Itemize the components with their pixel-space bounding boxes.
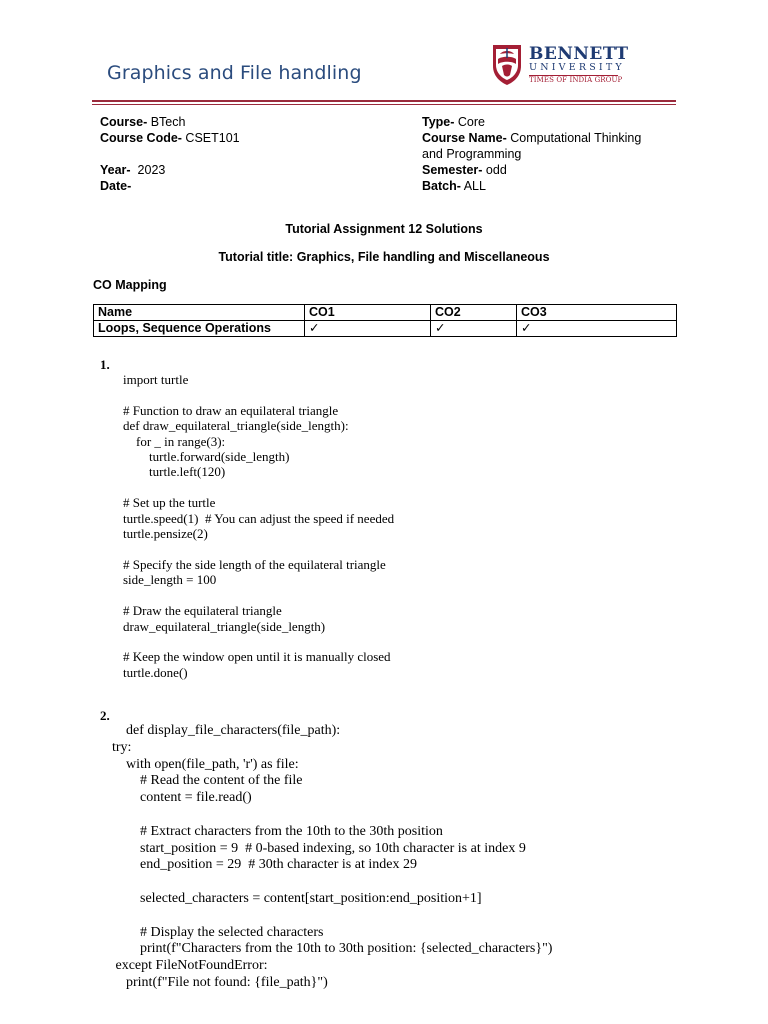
meta-year-label: Year- bbox=[100, 163, 131, 177]
meta-course-code-value: CSET101 bbox=[181, 131, 240, 145]
meta-course-code-label: Course Code- bbox=[100, 131, 182, 145]
meta-course-label: Course- bbox=[100, 115, 148, 129]
header-rule-thick bbox=[92, 100, 676, 102]
logo-university-text: UNIVERSITY bbox=[529, 62, 625, 73]
question-2-code: def display_file_characters(file_path): try: with open(file_path, 'r') as file: # Read the content of the file content = file.read() # Extract characters from the 10th to the 30th position start_position = 9 # 0-based indexing, so 10th character is at index 9 end_position = 29 # 30th character is at index 29 selected_characters = content[start_position:end_position+1] # Display the selected characters print(f"Characters from the 10th to 30th position: {selected_characters}") except FileNotFoundError: print(f"File not found: {file_path}") bbox=[112, 723, 553, 990]
meta-type bbox=[422, 114, 485, 130]
co-header-co1: CO1 bbox=[305, 305, 431, 321]
meta-course bbox=[100, 114, 185, 130]
meta-semester bbox=[422, 162, 507, 178]
university-logo bbox=[488, 42, 629, 90]
co-table-header-row bbox=[94, 305, 677, 321]
co-header-name: Name bbox=[94, 305, 305, 321]
co-header-co2: CO2 bbox=[431, 305, 517, 321]
question-1-code: import turtle # Function to draw an equilateral triangle def draw_equilateral_triangle(side_length): for _ in range(3): turtle.forward(side_length) turtle.left(120) # Set up the turtle turtle.speed(1) # You can adjust the speed if needed turtle.pensize(2) # Specify the side length of the equilateral triangle side_length = 100 # Draw the equilateral triangle draw_equilateral_triangle(side_length) # Keep the window open until it is manually closed turtle.done() bbox=[123, 372, 395, 680]
co3-check-icon: ✓ bbox=[517, 321, 677, 337]
meta-semester-value: odd bbox=[482, 163, 507, 177]
logo-group-text: TIMES OF INDIA GROUP bbox=[529, 76, 623, 84]
meta-course-value: BTech bbox=[147, 115, 186, 129]
co-row-name: Loops, Sequence Operations bbox=[94, 321, 305, 337]
meta-batch-value: ALL bbox=[460, 179, 486, 193]
meta-year bbox=[100, 162, 165, 178]
question-1-number: 1. bbox=[100, 357, 110, 372]
meta-course-code bbox=[100, 130, 240, 146]
co-mapping-table bbox=[93, 304, 677, 337]
co-header-co3: CO3 bbox=[517, 305, 677, 321]
co2-check-icon: ✓ bbox=[431, 321, 517, 337]
question-2-number: 2. bbox=[100, 708, 110, 723]
meta-course-name-label: Course Name- bbox=[422, 131, 507, 145]
meta-batch bbox=[422, 178, 486, 194]
header-rule-thin bbox=[92, 104, 676, 105]
co-mapping-heading: CO Mapping bbox=[93, 278, 167, 292]
meta-course-name bbox=[422, 130, 641, 146]
meta-course-name-value: Computational Thinking bbox=[506, 131, 642, 145]
tutorial-title: Tutorial title: Graphics, File handling and Miscellaneous bbox=[218, 250, 550, 264]
co-table-row bbox=[94, 321, 677, 337]
meta-year-value: 2023 bbox=[130, 163, 166, 177]
meta-batch-label: Batch- bbox=[422, 179, 461, 193]
meta-date bbox=[100, 178, 131, 194]
logo-brand-text: BENNETT bbox=[529, 44, 629, 64]
meta-type-label: Type- bbox=[422, 115, 455, 129]
meta-type-value: Core bbox=[454, 115, 485, 129]
assignment-title: Tutorial Assignment 12 Solutions bbox=[285, 222, 483, 236]
meta-date-label: Date- bbox=[100, 179, 132, 193]
university-shield-icon bbox=[490, 42, 524, 86]
meta-semester-label: Semester- bbox=[422, 163, 483, 177]
co1-check-icon: ✓ bbox=[305, 321, 431, 337]
meta-course-name-continued: and Programming bbox=[422, 147, 522, 161]
document-header-title: Graphics and File handling bbox=[107, 62, 362, 84]
